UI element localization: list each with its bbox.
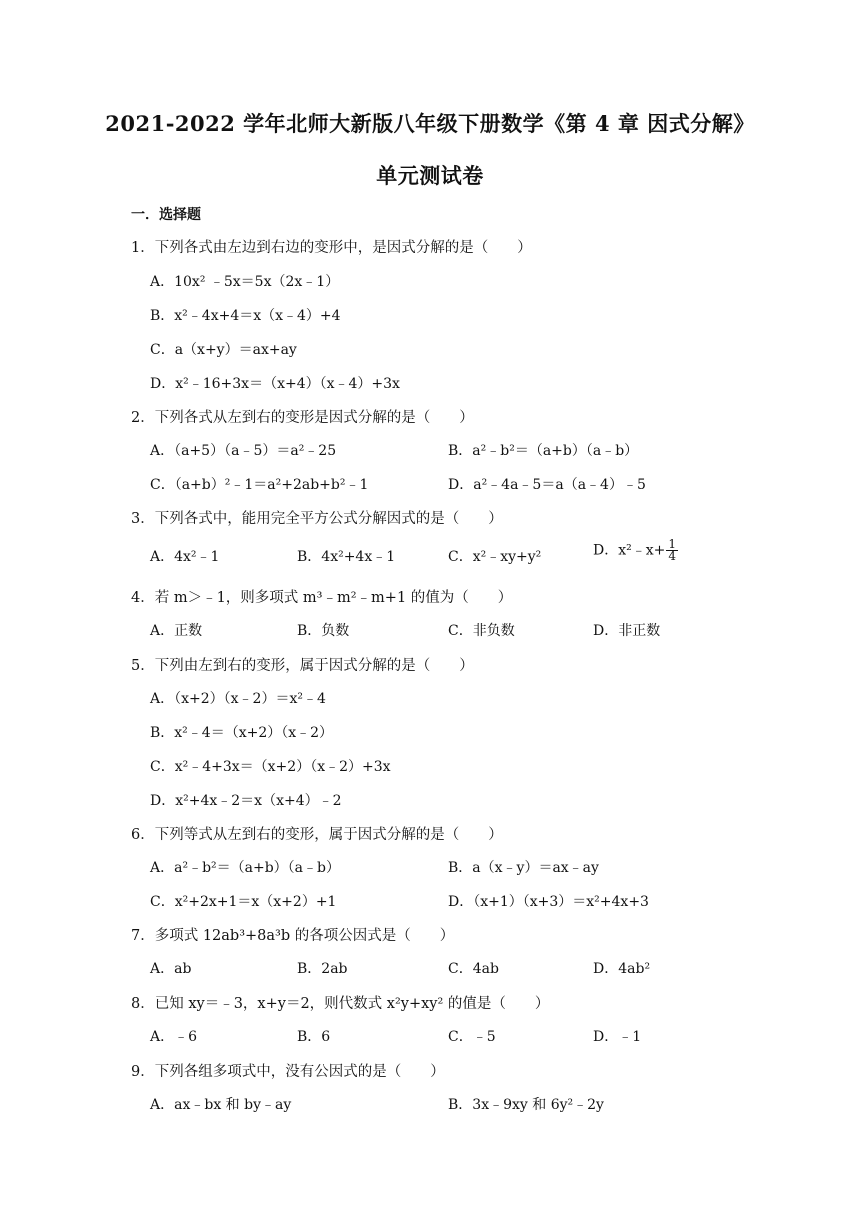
question-7: 7．多项式 12ab³+8a³b 的各项公因式是（ ） xyxy=(131,928,455,944)
q7-option-a: A．ab xyxy=(150,961,192,977)
q3-option-c: C．x²﹣xy+y² xyxy=(448,549,542,565)
q8-option-b: B．6 xyxy=(297,1029,331,1045)
q6-option-b: B．a（x﹣y）＝ax﹣ay xyxy=(448,860,599,876)
q4-option-a: A．正数 xyxy=(150,623,203,639)
q6-option-c: C．x²+2x+1＝x（x+2）+1 xyxy=(150,894,337,910)
q7-option-d: D．4ab² xyxy=(593,961,651,977)
question-1: 1．下列各式由左边到右边的变形中，是因式分解的是（ ） xyxy=(131,240,532,256)
q3-option-b: B．4x²+4x﹣1 xyxy=(297,549,396,565)
q5-option-d: D．x²+4x﹣2＝x（x+4）﹣2 xyxy=(150,793,342,809)
q4-option-b: B．负数 xyxy=(297,623,350,639)
q8-option-c: C．﹣5 xyxy=(448,1029,496,1045)
q5-option-c: C．x²﹣4+3x＝（x+2）（x﹣2）+3x xyxy=(150,759,391,775)
q8-option-d: D．﹣1 xyxy=(593,1029,642,1045)
q6-option-d: D．（x+1）（x+3）＝x²+4x+3 xyxy=(448,894,649,910)
q9-option-a: A．ax﹣bx 和 by﹣ay xyxy=(150,1097,292,1113)
q1-option-b: B．x²﹣4x+4＝x（x﹣4）+4 xyxy=(150,308,341,324)
question-3: 3．下列各式中，能用完全平方公式分解因式的是（ ） xyxy=(131,511,503,527)
question-2: 2．下列各式从左到右的变形是因式分解的是（ ） xyxy=(131,410,474,426)
document-title-line1: 2021-2022 学年北师大新版八年级下册数学《第 4 章 因式分解》 xyxy=(105,111,755,136)
q5-option-a: A．（x+2）（x﹣2）＝x²﹣4 xyxy=(150,691,326,707)
section-heading: 一．选择题 xyxy=(131,207,201,223)
q1-option-a: A．10x² ﹣5x＝5x（2x﹣1） xyxy=(150,274,340,290)
q3-option-d-text: D．x²﹣x+ xyxy=(593,542,666,559)
q1-option-c: C．a（x+y）＝ax+ay xyxy=(150,342,297,358)
question-4: 4．若 m＞﹣1，则多项式 m³﹣m²﹣m+1 的值为（ ） xyxy=(131,590,513,606)
question-6: 6．下列等式从左到右的变形，属于因式分解的是（ ） xyxy=(131,827,503,843)
q5-option-b: B．x²﹣4＝（x+2）（x﹣2） xyxy=(150,725,334,741)
q4-option-c: C．非负数 xyxy=(448,623,515,639)
question-9: 9．下列各组多项式中，没有公因式的是（ ） xyxy=(131,1064,445,1080)
fraction-numerator: 1 xyxy=(668,537,676,551)
q4-option-d: D．非正数 xyxy=(593,623,661,639)
question-8: 8．已知 xy＝﹣3，x+y＝2，则代数式 x²y+xy² 的值是（ ） xyxy=(131,996,550,1012)
q3-option-a: A．4x²﹣1 xyxy=(150,549,220,565)
q2-option-c: C．（a+b）²﹣1＝a²+2ab+b²﹣1 xyxy=(150,477,369,493)
q2-option-b: B．a²﹣b²＝（a+b）（a﹣b） xyxy=(448,443,639,459)
document-title-line2: 单元测试卷 xyxy=(376,163,484,188)
q6-option-a: A．a²﹣b²＝（a+b）（a﹣b） xyxy=(150,860,340,876)
q2-option-a: A．（a+5）（a﹣5）＝a²﹣25 xyxy=(150,443,337,459)
q9-option-b: B．3x﹣9xy 和 6y²﹣2y xyxy=(448,1097,604,1113)
question-5: 5．下列由左到右的变形，属于因式分解的是（ ） xyxy=(131,658,474,674)
q7-option-c: C．4ab xyxy=(448,961,499,977)
q7-option-b: B．2ab xyxy=(297,961,348,977)
q2-option-d: D．a²﹣4a﹣5＝a（a﹣4）﹣5 xyxy=(448,477,646,493)
q3-option-d xyxy=(593,539,678,562)
fraction-one-quarter xyxy=(666,539,678,562)
fraction-denominator: 4 xyxy=(668,549,676,563)
q8-option-a: A．﹣6 xyxy=(150,1029,198,1045)
q1-option-d: D．x²﹣16+3x＝（x+4）（x﹣4）+3x xyxy=(150,376,400,392)
